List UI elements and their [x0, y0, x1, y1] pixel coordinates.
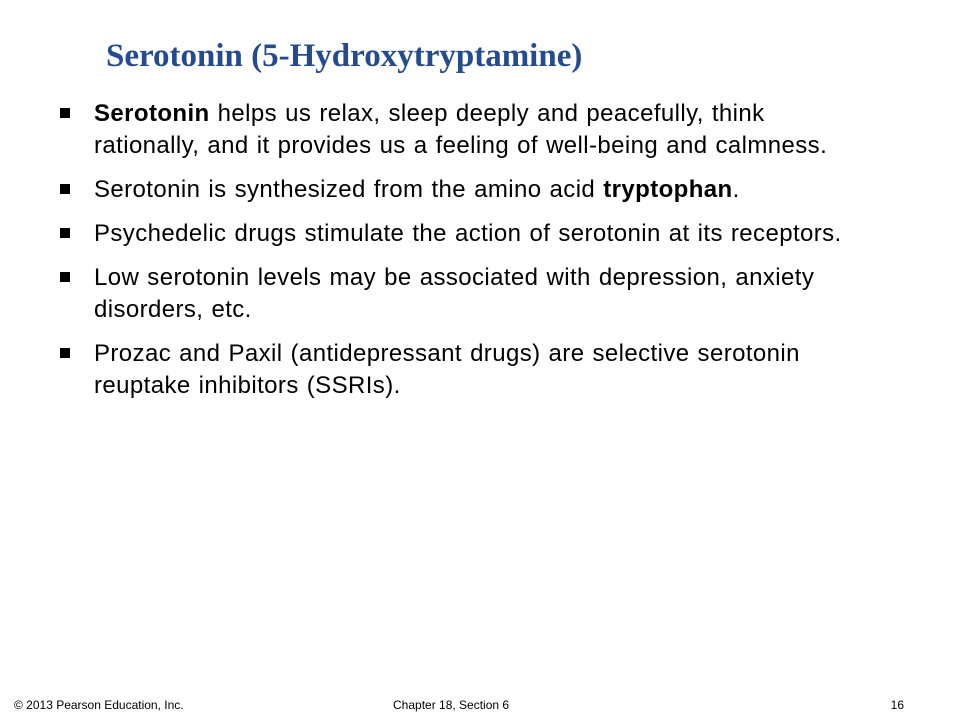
bullet-text-segment: Serotonin is synthesized from the amino acid	[94, 176, 604, 203]
slide-title: Serotonin (5-Hydroxytryptamine)	[106, 38, 583, 74]
bullet-item	[58, 174, 858, 206]
bullet-text-segment: .	[732, 176, 740, 203]
bullet-text-segment: helps us relax, sleep deeply and peacefully, think rationally, and it provides us a feeling of well-being and calmness.	[94, 100, 828, 159]
bullet-text: Low serotonin levels may be associated with depression, anxiety disorders, etc.	[94, 264, 815, 323]
page-number: 16	[890, 698, 904, 712]
square-bullet-icon	[60, 272, 70, 282]
square-bullet-icon	[60, 228, 70, 238]
bullet-list	[58, 98, 858, 414]
bold-term: Serotonin	[94, 100, 210, 127]
bullet-item	[58, 338, 858, 402]
square-bullet-icon	[60, 348, 70, 358]
bold-term: tryptophan	[603, 176, 733, 203]
bullet-text: Prozac and Paxil (antidepressant drugs) are selective serotonin reuptake inhibitors (SSRIs).	[94, 340, 800, 399]
square-bullet-icon	[60, 108, 70, 118]
footer-copyright: © 2013 Pearson Education, Inc.	[14, 698, 184, 712]
bullet-text	[94, 98, 858, 162]
bullet-text	[94, 174, 858, 206]
bullet-item	[58, 98, 858, 162]
bullet-item	[58, 218, 858, 250]
footer-chapter: Chapter 18, Section 6	[393, 698, 510, 712]
bullet-item	[58, 262, 858, 326]
bullet-text: Psychedelic drugs stimulate the action of serotonin at its receptors.	[94, 220, 842, 247]
square-bullet-icon	[60, 184, 70, 194]
